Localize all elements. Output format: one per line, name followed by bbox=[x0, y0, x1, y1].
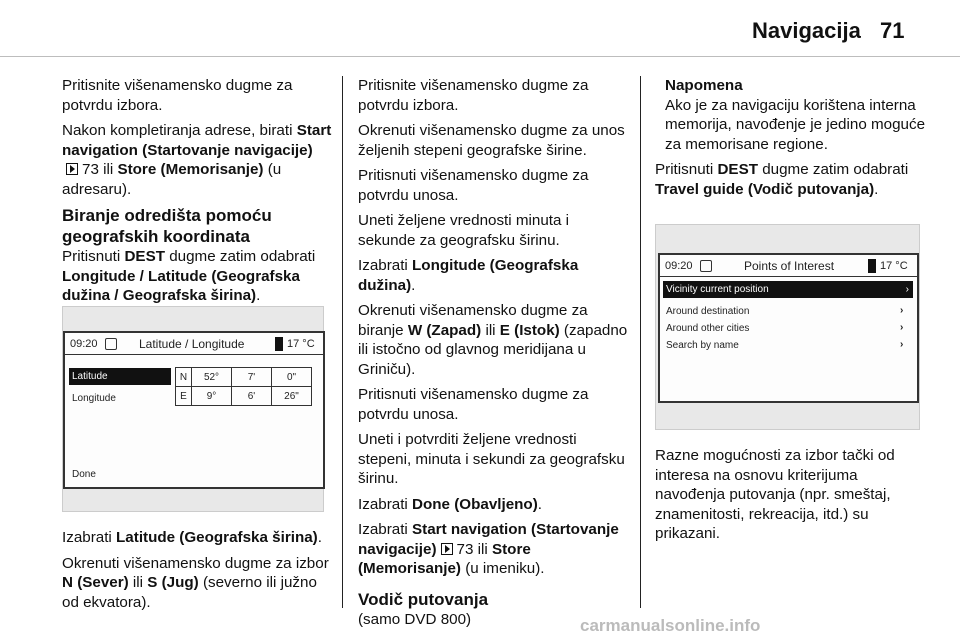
battery-icon bbox=[868, 259, 876, 273]
paragraph: (samo DVD 800) bbox=[358, 610, 472, 628]
chapter-title: Navigacija bbox=[752, 18, 861, 43]
chevron-right-icon: › bbox=[900, 322, 904, 333]
paragraph: Pritisnuti DEST dugme zatim odabrati Longitude / Latitude (Geografska dužina / Geografska širina). bbox=[62, 248, 316, 304]
section-heading: Vodič putovanja bbox=[358, 589, 489, 609]
page-ref-icon bbox=[441, 543, 453, 555]
clock-icon bbox=[105, 338, 117, 350]
column-3 bbox=[655, 76, 930, 205]
menu-item-done[interactable]: Done bbox=[72, 469, 96, 480]
temperature: 17 °C bbox=[880, 260, 908, 272]
column-divider bbox=[640, 76, 641, 608]
column-1 bbox=[62, 76, 332, 312]
paragraph: Pritisnuti višenamensko dugme za potvrdu unosa. bbox=[358, 167, 589, 204]
column-3-lower bbox=[655, 446, 930, 550]
menu-item-search-by-name[interactable]: Search by name bbox=[666, 340, 739, 351]
coordinate-row: N 52° 7' 0" bbox=[176, 368, 312, 387]
screen-title: Latitude / Longitude bbox=[139, 337, 245, 351]
page-number: 71 bbox=[880, 18, 905, 43]
coordinate-row: E 9° 6' 26" bbox=[176, 387, 312, 406]
column-1-lower bbox=[62, 528, 332, 618]
note-text: Ako je za navigaciju korištena interna memorija, navođenje je jedino moguće za memorisane regione. bbox=[665, 96, 926, 153]
page-ref-icon bbox=[66, 163, 78, 175]
paragraph: Izabrati Start navigation (Startovanje navigacije) 73 ili Store (Memorisanje) (u imeniku). bbox=[358, 521, 619, 577]
paragraph: Razne mogućnosti za izbor tački od interesa na osnovu kriterijuma navođenja putovanja (npr. smeštaj, znamenitosti, rekreacija, itd.) su prikazani. bbox=[655, 447, 895, 542]
clock-time: 09:20 bbox=[70, 338, 98, 350]
paragraph: Okrenuti višenamensko dugme za biranje W (Zapad) ili E (Istok) (zapadno ili istočno od glavnog meridijana u Griniču). bbox=[358, 302, 628, 378]
paragraph: Uneti željene vrednosti minuta i sekunde za geografsku širinu. bbox=[358, 212, 570, 249]
chevron-right-icon: › bbox=[905, 284, 909, 295]
menu-item-longitude[interactable]: Longitude bbox=[72, 393, 116, 404]
column-divider bbox=[342, 76, 343, 608]
paragraph: Izabrati Longitude (Geografska dužina). bbox=[358, 257, 579, 294]
screen-title: Points of Interest bbox=[744, 259, 835, 273]
paragraph: Pritisnuti višenamensko dugme za potvrdu unosa. bbox=[358, 386, 589, 423]
paragraph: Nakon kompletiranja adrese, birati Start navigation (Startovanje navigacije)73 ili Store (Memorisanje) (u adresaru). bbox=[62, 122, 332, 198]
chevron-right-icon: › bbox=[900, 339, 904, 350]
column-2 bbox=[358, 76, 628, 635]
section-heading: Biranje odredišta pomoću geografskih koordinata bbox=[62, 206, 272, 246]
watermark: carmanualsonline.info bbox=[580, 616, 761, 635]
menu-item-around-destination[interactable]: Around destination bbox=[666, 306, 750, 317]
status-bar bbox=[660, 255, 917, 277]
clock-icon bbox=[700, 260, 712, 272]
paragraph: Pritisnite višenamensko dugme za potvrdu izbora. bbox=[62, 77, 293, 114]
chevron-right-icon: › bbox=[900, 305, 904, 316]
paragraph: Okrenuti višenamensko dugme za izbor N (Sever) ili S (Jug) (severno ili južno od ekvatora). bbox=[62, 554, 329, 611]
battery-icon bbox=[275, 337, 283, 351]
paragraph: Uneti i potvrditi željene vrednosti stepeni, minuta i sekundi za geografsku širinu. bbox=[358, 431, 625, 487]
status-bar bbox=[65, 333, 323, 355]
paragraph: Pritisnite višenamensko dugme za potvrdu izbora. bbox=[358, 77, 589, 114]
screen-image-poi bbox=[655, 224, 920, 430]
menu-item-latitude[interactable]: Latitude bbox=[69, 368, 171, 385]
header-rule bbox=[0, 56, 960, 57]
paragraph: Izabrati Done (Obavljeno). bbox=[358, 495, 542, 513]
screen-image-latlong bbox=[62, 306, 324, 512]
clock-time: 09:20 bbox=[665, 260, 693, 272]
paragraph: Izabrati Latitude (Geografska širina). bbox=[62, 529, 322, 546]
temperature: 17 °C bbox=[287, 338, 315, 350]
note-title: Napomena bbox=[665, 77, 743, 94]
display-panel bbox=[63, 331, 325, 489]
menu-item-vicinity[interactable]: Vicinity current position › bbox=[663, 281, 913, 298]
paragraph: Okrenuti višenamensko dugme za unos željenih stepeni geografske širine. bbox=[358, 122, 625, 159]
display-panel bbox=[658, 253, 919, 403]
coordinate-grid bbox=[175, 367, 312, 406]
paragraph: Pritisnuti DEST dugme zatim odabrati Travel guide (Vodič putovanja). bbox=[655, 161, 909, 198]
menu-item-around-other-cities[interactable]: Around other cities bbox=[666, 323, 750, 334]
